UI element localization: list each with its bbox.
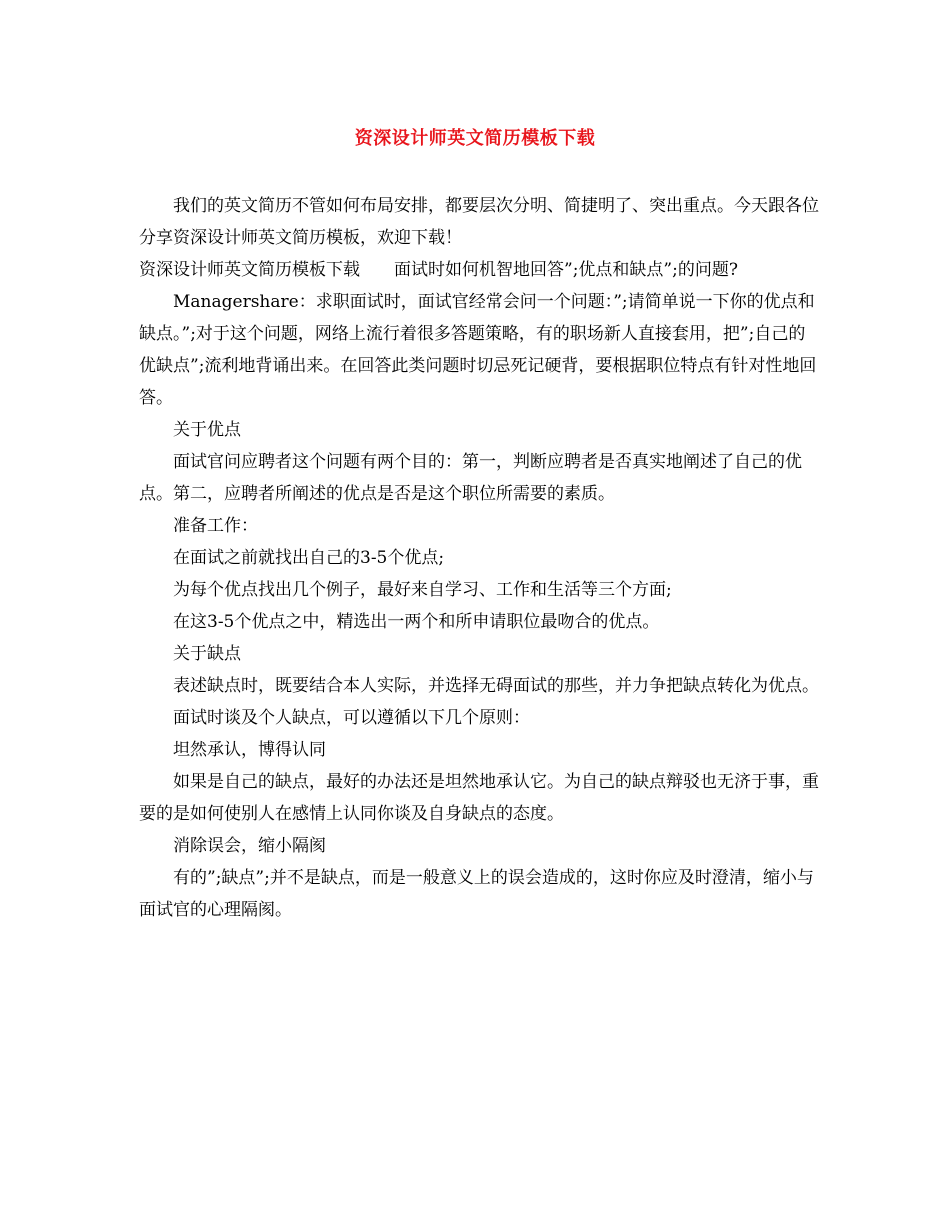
preparation-item-3: 在这3-5个优点之中，精选出一两个和所申请职位最吻合的优点。: [173, 612, 660, 632]
subtitle-line: 资深设计师英文简历模板下载 面试时如何机智地回答”;优点和缺点”;的问题?: [139, 260, 738, 280]
section-heading-weaknesses: 关于缺点: [173, 644, 241, 664]
strengths-paragraph: 面试官问应聘者这个问题有两个目的：第一，判断应聘者是否真实地阐述了自己的优点。第二，应聘者所阐述的优点是否是这个职位所需要的素质。: [139, 452, 802, 504]
principles-intro: 面试时谈及个人缺点，可以遵循以下几个原则：: [173, 708, 530, 728]
managershare-paragraph: Managershare：求职面试时，面试官经常会问一个问题：”;请简单说一下你的优点和缺点。”;对于这个问题，网络上流行着很多答题策略，有的职场新人直接套用，把”;自己的优缺点”;流利地背诵出来。在回答此类问题时切忌死记硬背，要根据职位特点有针对性地回答。: [139, 292, 817, 408]
principle-paragraph-1: 如果是自己的缺点，最好的办法还是坦然地承认它。为自己的缺点辩驳也无济于事，重要的是如何使别人在感情上认同你谈及自身缺点的态度。: [139, 772, 819, 824]
section-heading-strengths: 关于优点: [173, 420, 241, 440]
intro-paragraph: 我们的英文简历不管如何布局安排，都要层次分明、简捷明了、突出重点。今天跟各位分享资深设计师英文简历模板，欢迎下载！: [139, 196, 819, 248]
preparation-heading: 准备工作：: [173, 516, 258, 536]
document-title: 资深设计师英文简历模板下载: [354, 128, 596, 149]
principle-heading-1: 坦然承认，博得认同: [173, 740, 326, 760]
weaknesses-paragraph: 表述缺点时，既要结合本人实际，并选择无碍面试的那些，并力争把缺点转化为优点。: [173, 676, 819, 696]
preparation-item-1: 在面试之前就找出自己的3-5个优点;: [173, 548, 445, 568]
principle-paragraph-2: 有的”;缺点”;并不是缺点，而是一般意义上的误会造成的，这时你应及时澄清，缩小与面试官的心理隔阂。: [139, 868, 814, 920]
principle-heading-2: 消除误会，缩小隔阂: [173, 836, 326, 856]
preparation-item-2: 为每个优点找出几个例子，最好来自学习、工作和生活等三个方面;: [173, 580, 672, 600]
document-body: [139, 190, 819, 926]
